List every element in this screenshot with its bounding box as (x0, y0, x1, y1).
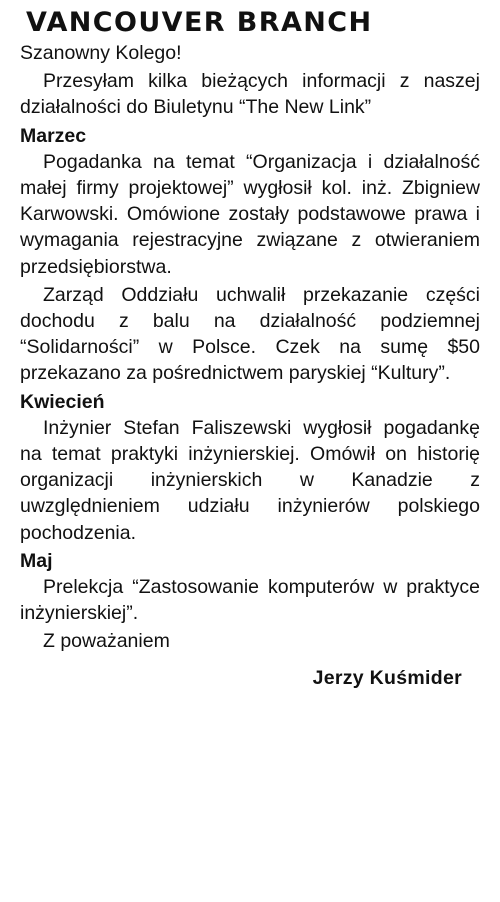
march-paragraph-1: Pogadanka na temat “Organizacja i działalność małej firmy projektowej” wygłosił kol. inż. Zbigniew Karwowski. Omówione zostały podstawowe prawa i wymagania rejestracyjne związane z otwieraniem przedsiębiorstwa. (20, 150, 480, 278)
closing-line: Z poważaniem (43, 630, 170, 653)
section-heading-may: Maj (20, 549, 53, 572)
april-paragraph-1: Inżynier Stefan Faliszewski wygłosił pogadankę na temat praktyki inżynierskiej. Omówił on historię organizacji inżynierskich w Kanadzie z uwzględnieniem udziału inżynierów polskiego pochodzenia. (20, 416, 480, 544)
greeting: Szanowny Kolego! (20, 42, 182, 64)
branch-heading: VANCOUVER BRANCH (26, 7, 373, 38)
signature: Jerzy Kuśmider (312, 666, 462, 689)
section-heading-march: Marzec (20, 124, 87, 147)
march-paragraph-2: Zarząd Oddziału uchwalił przekazanie części dochodu z balu na działalność podziemnej “Solidarności” w Polsce. Czek na sumę $50 przekazano za pośrednictwem paryskiej “Kultury”. (20, 283, 480, 385)
may-paragraph-1: Prelekcja “Zastosowanie komputerów w praktyce inżynierskiej”. (20, 576, 480, 625)
section-heading-april: Kwiecień (20, 390, 105, 413)
intro-paragraph: Przesyłam kilka bieżących informacji z naszej działalności do Biuletynu “The New Link” (20, 70, 480, 119)
